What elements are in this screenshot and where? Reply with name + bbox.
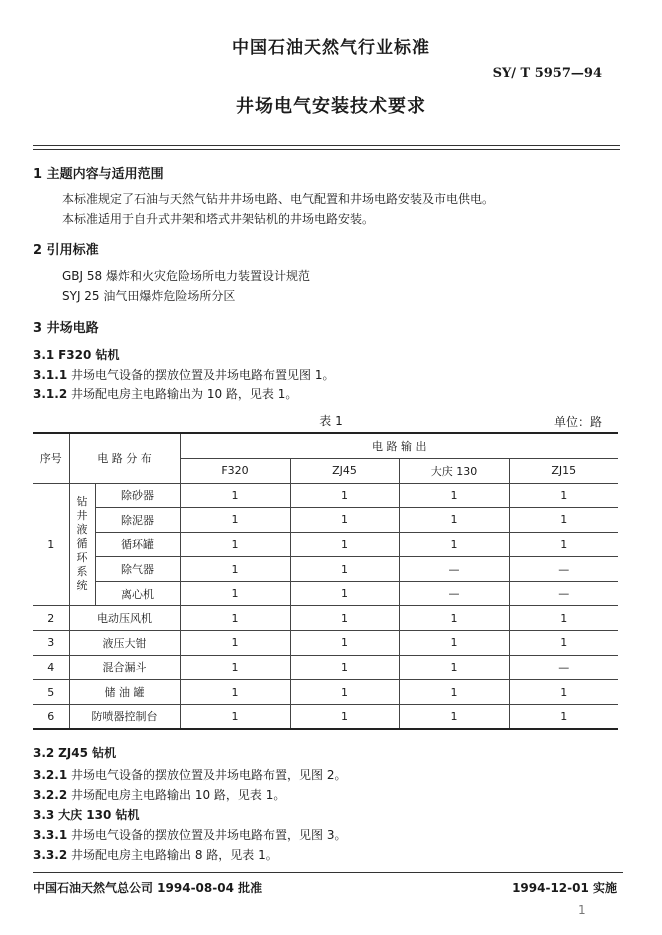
cell-value: 1 <box>509 606 618 631</box>
reference-syj25: SYJ 25 油气田爆炸危险场所分区 <box>62 289 236 303</box>
clause-text: 井场配电房主电路输出 10 路，见表 1。 <box>71 788 286 802</box>
page-mark: 1 <box>578 903 586 917</box>
equipment-name: 液压大钳 <box>69 631 180 656</box>
cell-value: 1 <box>290 581 399 606</box>
clause-text: 井场配电房主电路输出为 10 路，见表 1。 <box>71 387 298 401</box>
clause-3-1-1 <box>33 366 334 383</box>
clause-3-2-2 <box>33 786 285 803</box>
clause-text: 井场电气设备的摆放位置及井场电路布置见图 1。 <box>71 368 335 382</box>
standard-category: 中国石油天然气行业标准 <box>232 38 430 58</box>
cell-value: 1 <box>509 680 618 705</box>
group-label-circulation-system <box>69 483 95 606</box>
column-header-daqing130: 大庆 130 <box>399 458 509 483</box>
equipment-name: 储 油 罐 <box>69 680 180 705</box>
section-1-heading: 1 主题内容与适用范围 <box>33 167 164 182</box>
section-number: 3.2 <box>33 746 55 760</box>
equipment-name: 电动压风机 <box>69 606 180 631</box>
clause-number: 3.1.1 <box>33 368 68 382</box>
clause-number: 3.2.2 <box>33 788 68 802</box>
table-row <box>33 680 618 705</box>
cell-value: 1 <box>180 508 290 533</box>
table-1-unit: 单位：路 <box>553 415 602 429</box>
cell-value: 1 <box>399 508 509 533</box>
clause-text: 井场电气设备的摆放位置及井场电路布置，见图 3。 <box>71 828 347 842</box>
section-3-3-heading <box>33 806 140 823</box>
cell-value: 1 <box>509 704 618 729</box>
standard-code: SY/ T 5957—94 <box>492 66 602 81</box>
reference-gbj58: GBJ 58 爆炸和火灾危险场所电力装置设计规范 <box>62 269 310 283</box>
column-header-zj45: ZJ45 <box>290 458 399 483</box>
equipment-name: 混合漏斗 <box>69 655 180 680</box>
cell-value: 1 <box>180 581 290 606</box>
section-3-1-heading <box>33 346 120 363</box>
equipment-name: 防喷器控制台 <box>69 704 180 729</box>
header-rule-2 <box>33 149 620 150</box>
clause-3-3-1 <box>33 826 346 843</box>
cell-value: 1 <box>290 532 399 557</box>
table-row <box>33 606 618 631</box>
cell-value: 1 <box>180 631 290 656</box>
clause-text: 井场配电房主电路输出 8 路，见表 1。 <box>71 848 278 862</box>
equipment-name: 离心机 <box>95 581 180 606</box>
equipment-name: 除砂器 <box>95 483 180 508</box>
section-2-heading: 2 引用标准 <box>33 243 99 258</box>
section-3-heading: 3 井场电路 <box>33 321 99 336</box>
row-number: 3 <box>33 631 69 656</box>
header-seq-no: 序号 <box>33 433 69 483</box>
section-title: ZJ45 钻机 <box>58 746 117 760</box>
row-number: 6 <box>33 704 69 729</box>
document-title: 井场电气安装技术要求 <box>236 96 426 117</box>
table-row <box>33 508 618 533</box>
clause-3-2-1 <box>33 766 346 783</box>
cell-value: 1 <box>509 483 618 508</box>
table-row <box>33 581 618 606</box>
cell-value: 1 <box>180 655 290 680</box>
cell-value: 1 <box>290 680 399 705</box>
equipment-name: 循环罐 <box>95 532 180 557</box>
cell-value: 1 <box>290 704 399 729</box>
cell-value: 1 <box>290 483 399 508</box>
row-number: 5 <box>33 680 69 705</box>
column-header-f320: F320 <box>180 458 290 483</box>
cell-value: 1 <box>290 655 399 680</box>
cell-value: 1 <box>180 557 290 582</box>
table-row <box>33 483 618 508</box>
cell-value: 1 <box>509 508 618 533</box>
table-row <box>33 655 618 680</box>
cell-value: — <box>509 581 618 606</box>
table-row <box>33 704 618 729</box>
row-number: 4 <box>33 655 69 680</box>
section-1-para-2: 本标准适用于自升式井架和塔式井架钻机的井场电路安装。 <box>62 212 375 226</box>
cell-value: 1 <box>509 532 618 557</box>
clause-number: 3.3.1 <box>33 828 68 842</box>
clause-text: 井场电气设备的摆放位置及井场电路布置，见图 2。 <box>71 768 347 782</box>
table-1-caption: 表 1 <box>319 414 343 428</box>
cell-value: 1 <box>180 532 290 557</box>
approval-note: 中国石油天然气总公司 1994-08-04 批准 <box>33 881 263 895</box>
section-title: F320 钻机 <box>58 348 120 362</box>
clause-3-3-2 <box>33 846 278 863</box>
cell-value: 1 <box>399 655 509 680</box>
cell-value: 1 <box>290 557 399 582</box>
cell-value: 1 <box>399 532 509 557</box>
section-number: 3.3 <box>33 808 55 822</box>
cell-value: — <box>509 655 618 680</box>
header-rule-1 <box>33 145 620 146</box>
cell-value: 1 <box>290 631 399 656</box>
cell-value: 1 <box>290 508 399 533</box>
table-row <box>33 532 618 557</box>
clause-3-1-2 <box>33 385 297 402</box>
cell-value: 1 <box>399 483 509 508</box>
cell-value: 1 <box>509 631 618 656</box>
table-row <box>33 557 618 582</box>
cell-value: — <box>399 557 509 582</box>
cell-value: 1 <box>290 606 399 631</box>
clause-number: 3.2.1 <box>33 768 68 782</box>
section-3-2-heading <box>33 744 116 761</box>
table-row <box>33 631 618 656</box>
cell-value: 1 <box>180 606 290 631</box>
cell-value: 1 <box>399 606 509 631</box>
cell-value: — <box>399 581 509 606</box>
cell-value: 1 <box>180 704 290 729</box>
group-label-text: 钻井液循环系统 <box>76 495 88 593</box>
cell-value: 1 <box>399 680 509 705</box>
equipment-name: 除气器 <box>95 557 180 582</box>
header-circuit-output: 电 路 输 出 <box>180 433 618 458</box>
section-1-para-1: 本标准规定了石油与天然气钻井井场电路、电气配置和井场电路安装及市电供电。 <box>62 192 495 206</box>
cell-value: 1 <box>399 704 509 729</box>
equipment-name: 除泥器 <box>95 508 180 533</box>
clause-number: 3.3.2 <box>33 848 68 862</box>
footer-rule <box>33 872 623 873</box>
column-header-zj15: ZJ15 <box>509 458 618 483</box>
cell-value: 1 <box>399 631 509 656</box>
header-circuit-distribution: 电 路 分 布 <box>69 433 180 483</box>
implementation-date: 1994-12-01 实施 <box>512 881 617 895</box>
row-number: 1 <box>33 483 69 606</box>
section-title: 大庆 130 钻机 <box>58 808 140 822</box>
clause-number: 3.1.2 <box>33 387 68 401</box>
cell-value: 1 <box>180 680 290 705</box>
row-number: 2 <box>33 606 69 631</box>
cell-value: 1 <box>180 483 290 508</box>
section-number: 3.1 <box>33 348 55 362</box>
cell-value: — <box>509 557 618 582</box>
table-1 <box>33 432 618 730</box>
